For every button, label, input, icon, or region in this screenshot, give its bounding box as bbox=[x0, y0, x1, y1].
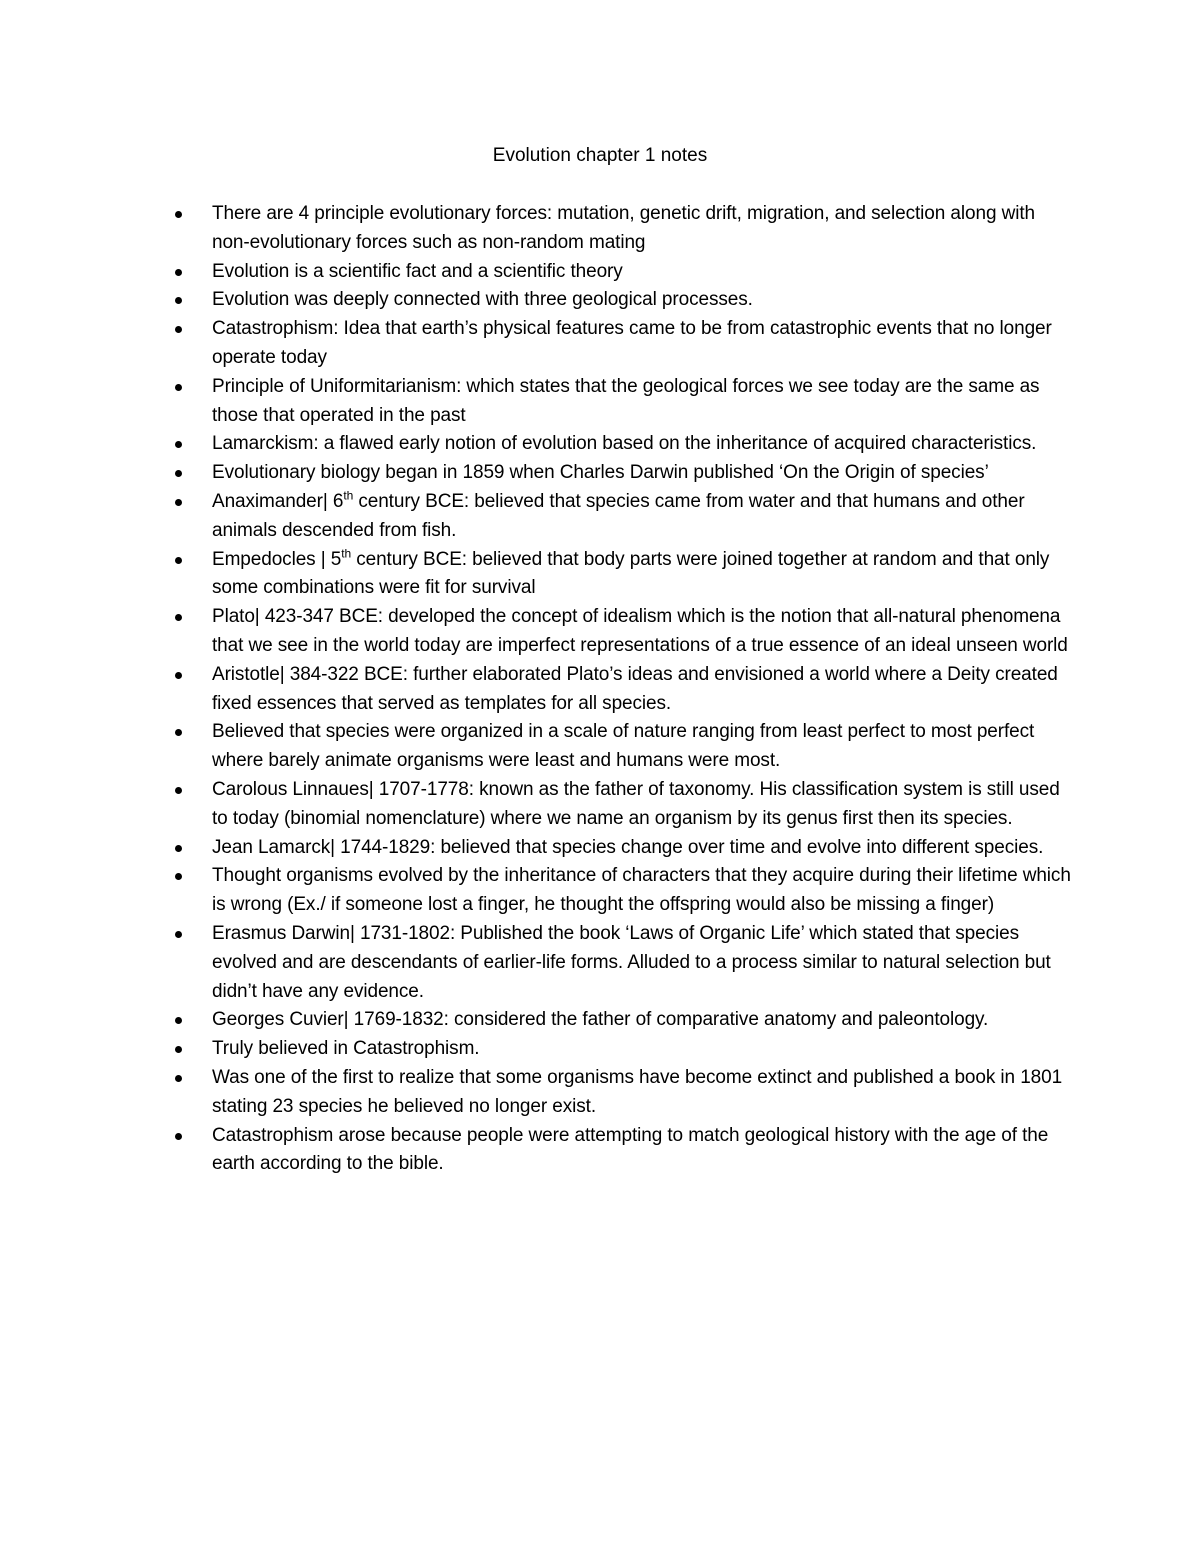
list-item bbox=[212, 920, 1072, 1006]
note-text: Plato| 423-347 BCE: developed the concept of idealism which is the notion that all-natural phenomena that we see in the world today are imperfect representations of a true essence of an ideal unseen world bbox=[212, 606, 1068, 656]
list-item bbox=[212, 1035, 1072, 1064]
bullet-icon bbox=[175, 211, 182, 218]
note-text: Georges Cuvier| 1769-1832: considered the father of comparative anatomy and paleontology. bbox=[212, 1009, 989, 1031]
bullet-icon bbox=[175, 672, 182, 679]
note-text: There are 4 principle evolutionary forces: mutation, genetic drift, migration, and selection along with non-evolutionary forces such as non-random mating bbox=[212, 203, 1035, 253]
note-text: Truly believed in Catastrophism. bbox=[212, 1038, 480, 1060]
note-text: Erasmus Darwin| 1731-1802: Published the book ‘Laws of Organic Life’ which stated that species evolved and are descendants of earlier-life forms. Alluded to a process similar to natural selection but didn’t have any evidence. bbox=[212, 922, 1051, 1002]
list-item bbox=[212, 1122, 1072, 1180]
bullet-icon bbox=[175, 269, 182, 276]
list-item bbox=[212, 862, 1072, 920]
note-text: Evolution was deeply connected with three geological processes. bbox=[212, 289, 753, 311]
list-item bbox=[212, 661, 1072, 719]
list-item bbox=[212, 488, 1072, 546]
list-item bbox=[212, 459, 1072, 488]
bullet-icon bbox=[175, 441, 182, 448]
bullet-icon bbox=[175, 470, 182, 477]
list-item bbox=[212, 718, 1072, 776]
list-item bbox=[212, 834, 1072, 863]
page-title: Evolution chapter 1 notes bbox=[492, 145, 708, 166]
list-item bbox=[212, 286, 1072, 315]
bullet-icon bbox=[175, 845, 182, 852]
note-text: Was one of the first to realize that some organisms have become extinct and published a book in 1801 stating 23 species he believed no longer exist. bbox=[212, 1066, 1063, 1117]
bullet-icon bbox=[175, 1017, 182, 1024]
ordinal-suffix: th bbox=[341, 546, 352, 561]
note-text: Believed that species were organized in a scale of nature ranging from least perfect to most perfect where barely animate organisms were least and humans were most. bbox=[212, 721, 1035, 772]
list-item bbox=[212, 603, 1072, 661]
bullet-icon bbox=[175, 1046, 182, 1053]
notes-list bbox=[212, 200, 1072, 1179]
note-text: Jean Lamarck| 1744-1829: believed that species change over time and evolve into different species. bbox=[212, 836, 1044, 858]
note-text: Thought organisms evolved by the inheritance of characters that they acquire during their lifetime which is wrong (Ex./ if someone lost a finger, he thought the offspring would also be missing a finger) bbox=[212, 865, 1071, 916]
list-item bbox=[212, 258, 1072, 287]
list-item bbox=[212, 430, 1072, 459]
bullet-icon bbox=[175, 614, 182, 621]
list-item bbox=[212, 1006, 1072, 1035]
bullet-icon bbox=[175, 1133, 182, 1140]
bullet-icon bbox=[175, 499, 182, 506]
bullet-icon bbox=[175, 297, 182, 304]
note-text-start: Empedocles | 5 bbox=[212, 548, 342, 570]
note-text: Lamarckism: a flawed early notion of evolution based on the inheritance of acquired characteristics. bbox=[212, 433, 1037, 455]
bullet-icon bbox=[175, 931, 182, 938]
note-text: Evolution is a scientific fact and a scientific theory bbox=[212, 260, 623, 282]
note-text: Catastrophism: Idea that earth’s physical features came to be from catastrophic events that no longer operate today bbox=[212, 318, 1052, 368]
note-text-end: century BCE: believed that species came from water and that humans and other animals descended from fish. bbox=[212, 490, 1025, 541]
note-text: Evolutionary biology began in 1859 when Charles Darwin published ‘On the Origin of species’ bbox=[212, 462, 989, 484]
bullet-icon bbox=[175, 557, 182, 564]
ordinal-suffix: th bbox=[343, 488, 354, 503]
bullet-icon bbox=[175, 384, 182, 391]
note-text: Principle of Uniformitarianism: which states that the geological forces we see today are the same as those that operated in the past bbox=[212, 375, 1040, 426]
bullet-icon bbox=[175, 729, 182, 736]
bullet-icon bbox=[175, 326, 182, 333]
list-item bbox=[212, 315, 1072, 373]
bullet-icon bbox=[175, 787, 182, 794]
list-item bbox=[212, 373, 1072, 431]
list-item bbox=[212, 200, 1072, 258]
note-text-end: century BCE: believed that body parts were joined together at random and that only some combinations were fit for survival bbox=[212, 548, 1050, 599]
list-item bbox=[212, 1064, 1072, 1122]
note-text: Carolous Linnaues| 1707-1778: known as the father of taxonomy. His classification system is still used to today (binomial nomenclature) where we name an organism by its genus first then its species. bbox=[212, 778, 1060, 829]
note-text-start: Anaximander| 6 bbox=[212, 490, 344, 512]
list-item bbox=[212, 546, 1072, 604]
bullet-icon bbox=[175, 1075, 182, 1082]
list-item bbox=[212, 776, 1072, 834]
note-text: Catastrophism arose because people were attempting to match geological history with the age of the earth according to the bible. bbox=[212, 1124, 1049, 1175]
note-text: Aristotle| 384-322 BCE: further elaborated Plato’s ideas and envisioned a world where a Deity created fixed essences that served as templates for all species. bbox=[212, 663, 1058, 714]
bullet-icon bbox=[175, 873, 182, 880]
